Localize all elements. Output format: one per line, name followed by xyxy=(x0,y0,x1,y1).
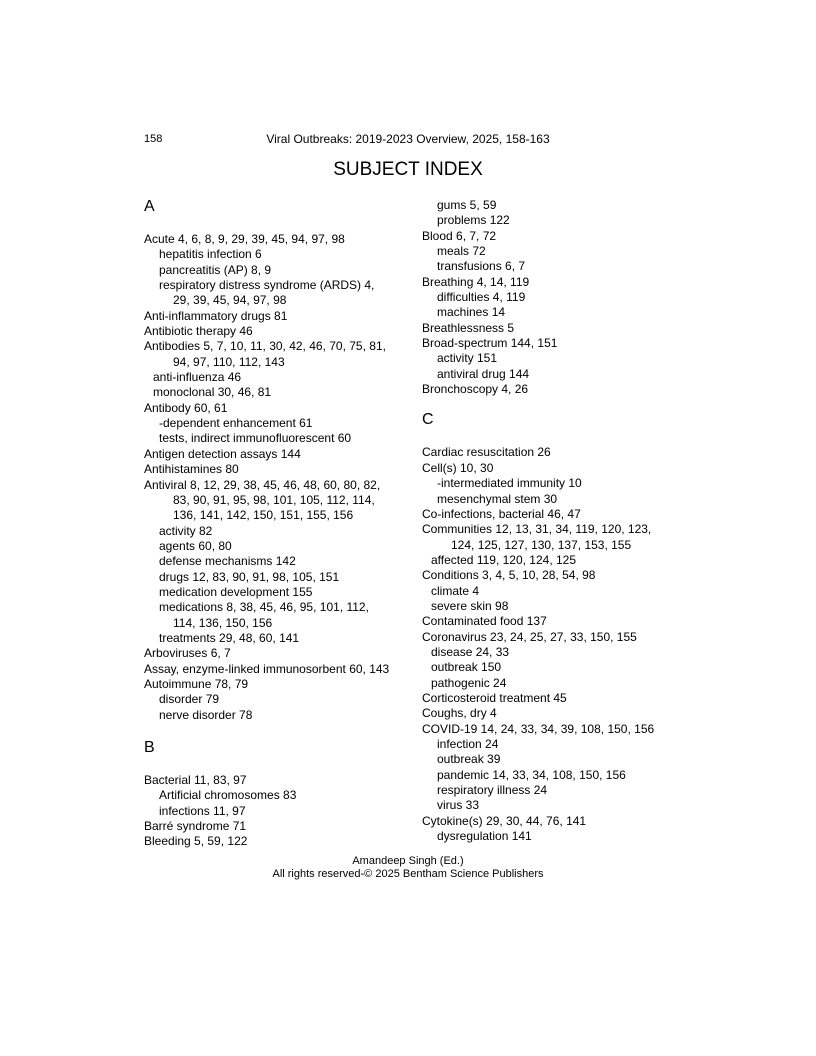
index-subentry: outbreak 150 xyxy=(431,660,502,675)
index-entry: Communities 12, 13, 31, 34, 119, 120, 123, xyxy=(422,522,652,537)
index-entry: Cytokine(s) 29, 30, 44, 76, 141 xyxy=(422,813,587,828)
index-subentry: mesenchymal stem 30 xyxy=(437,491,558,506)
index-entry: Bacterial 11, 83, 97 xyxy=(144,773,247,787)
index-entry: Antibodies 5, 7, 10, 11, 30, 42, 46, 70, 75, 81, xyxy=(144,339,386,354)
index-entry: Anti-inflammatory drugs 81 xyxy=(144,308,288,323)
index-entry: Assay, enzyme-linked immunosorbent 60, 143 xyxy=(144,661,390,676)
index-subentry: medication development 155 xyxy=(159,584,313,599)
section-letter-c: C xyxy=(422,411,434,429)
index-subentry: pancreatitis (AP) 8, 9 xyxy=(159,262,272,277)
index-subentry: severe skin 98 xyxy=(431,598,509,613)
index-subentry: treatments 29, 48, 60, 141 xyxy=(159,630,300,645)
index-entry: Antiviral 8, 12, 29, 38, 45, 46, 48, 60, 80, 82, xyxy=(144,477,381,492)
index-subentry: tests, indirect immunofluorescent 60 xyxy=(159,431,352,446)
index-entry: COVID-19 14, 24, 33, 34, 39, 108, 150, 156 xyxy=(422,721,655,736)
index-entry: Antigen detection assays 144 xyxy=(144,446,301,461)
index-subentry: nerve disorder 78 xyxy=(159,707,253,722)
index-subentry: virus 33 xyxy=(437,798,480,813)
index-subentry: affected 119, 120, 124, 125 xyxy=(431,552,577,567)
index-entry: Autoimmune 78, 79 xyxy=(144,676,249,691)
section-letter-a: A xyxy=(144,198,155,215)
index-subentry: antiviral drug 144 xyxy=(437,366,530,381)
index-subentry: dysregulation 141 xyxy=(437,829,532,844)
index-entry: Contaminated food 137 xyxy=(422,614,547,629)
index-subentry: -intermediated immunity 10 xyxy=(437,476,582,491)
index-entry: Breathlessness 5 xyxy=(422,320,515,335)
footer-rights: All rights reserved-© 2025 Bentham Science Publishers xyxy=(272,868,544,880)
index-subentry: anti-influenza 46 xyxy=(153,370,242,385)
index-entry: Acute 4, 6, 8, 9, 29, 39, 45, 94, 97, 98 xyxy=(144,232,345,246)
index-subentry: disorder 79 xyxy=(159,692,220,707)
index-subentry: infection 24 xyxy=(437,737,499,751)
index-entry-continuation: 136, 141, 142, 150, 151, 155, 156 xyxy=(173,508,354,523)
index-entry: Broad-spectrum 144, 151 xyxy=(422,336,558,351)
index-entry: Cell(s) 10, 30 xyxy=(422,460,494,475)
index-subentry: problems 122 xyxy=(437,213,510,228)
index-entry: Cardiac resuscitation 26 xyxy=(422,445,551,460)
index-subentry: monoclonal 30, 46, 81 xyxy=(153,385,272,400)
index-subentry: pathogenic 24 xyxy=(431,675,507,690)
index-entry: Antibody 60, 61 xyxy=(144,400,228,415)
index-entry: Bronchoscopy 4, 26 xyxy=(422,382,529,397)
index-entry: Corticosteroid treatment 45 xyxy=(422,690,567,705)
index-entry: Conditions 3, 4, 5, 10, 28, 54, 98 xyxy=(422,568,596,583)
index-entry: Antihistamines 80 xyxy=(144,462,239,477)
section-letter-b: B xyxy=(144,739,155,756)
index-subentry: outbreak 39 xyxy=(437,752,501,767)
index-subentry: defense mechanisms 142 xyxy=(159,554,296,569)
index-subentry: respiratory distress syndrome (ARDS) 4, xyxy=(159,278,375,293)
page-number: 158 xyxy=(144,133,163,145)
index-subentry: infections 11, 97 xyxy=(159,803,246,818)
page-title: SUBJECT INDEX xyxy=(333,159,483,180)
index-subentry: disease 24, 33 xyxy=(431,644,510,659)
index-entry: Coughs, dry 4 xyxy=(422,706,497,721)
running-header: Viral Outbreaks: 2019-2023 Overview, 2025, 158-163 xyxy=(266,132,550,146)
index-subentry: activity 82 xyxy=(159,523,213,538)
index-subentry: machines 14 xyxy=(437,305,506,320)
index-column-left xyxy=(144,198,406,850)
index-entry-continuation: 94, 97, 110, 112, 143 xyxy=(173,354,285,369)
index-entry: Arboviruses 6, 7 xyxy=(144,646,231,661)
index-entry: Bleeding 5, 59, 122 xyxy=(144,834,248,849)
index-entry-continuation: 124, 125, 127, 130, 137, 153, 155 xyxy=(451,537,632,552)
index-entry: Barré syndrome 71 xyxy=(144,819,247,834)
index-entry-continuation: 114, 136, 150, 156 xyxy=(173,615,273,630)
index-entry: Co-infections, bacterial 46, 47 xyxy=(422,506,581,521)
index-column-right xyxy=(422,198,684,844)
index-subentry: difficulties 4, 119 xyxy=(437,290,526,305)
index-subentry: meals 72 xyxy=(437,244,486,259)
index-entry: Blood 6, 7, 72 xyxy=(422,228,497,243)
index-subentry: activity 151 xyxy=(437,351,498,366)
index-subentry: climate 4 xyxy=(431,583,480,598)
index-subentry: Artificial chromosomes 83 xyxy=(159,788,297,803)
index-subentry: -dependent enhancement 61 xyxy=(159,416,313,431)
index-entry: Coronavirus 23, 24, 25, 27, 33, 150, 155 xyxy=(422,629,637,644)
footer-editor: Amandeep Singh (Ed.) xyxy=(352,855,464,867)
index-entry-continuation: 29, 39, 45, 94, 97, 98 xyxy=(173,293,287,308)
index-subentry: agents 60, 80 xyxy=(159,538,232,553)
index-subentry: medications 8, 38, 45, 46, 95, 101, 112, xyxy=(159,600,369,615)
index-subentry: pandemic 14, 33, 34, 108, 150, 156 xyxy=(437,767,626,782)
index-subentry: respiratory illness 24 xyxy=(437,783,548,798)
index-subentry: gums 5, 59 xyxy=(437,198,497,212)
index-subentry: drugs 12, 83, 90, 91, 98, 105, 151 xyxy=(159,569,340,584)
index-subentry: transfusions 6, 7 xyxy=(437,259,526,274)
index-entry-continuation: 83, 90, 91, 95, 98, 101, 105, 112, 114, xyxy=(173,492,375,507)
index-entry: Breathing 4, 14, 119 xyxy=(422,274,530,289)
index-subentry: hepatitis infection 6 xyxy=(159,247,262,262)
index-entry: Antibiotic therapy 46 xyxy=(144,324,253,339)
